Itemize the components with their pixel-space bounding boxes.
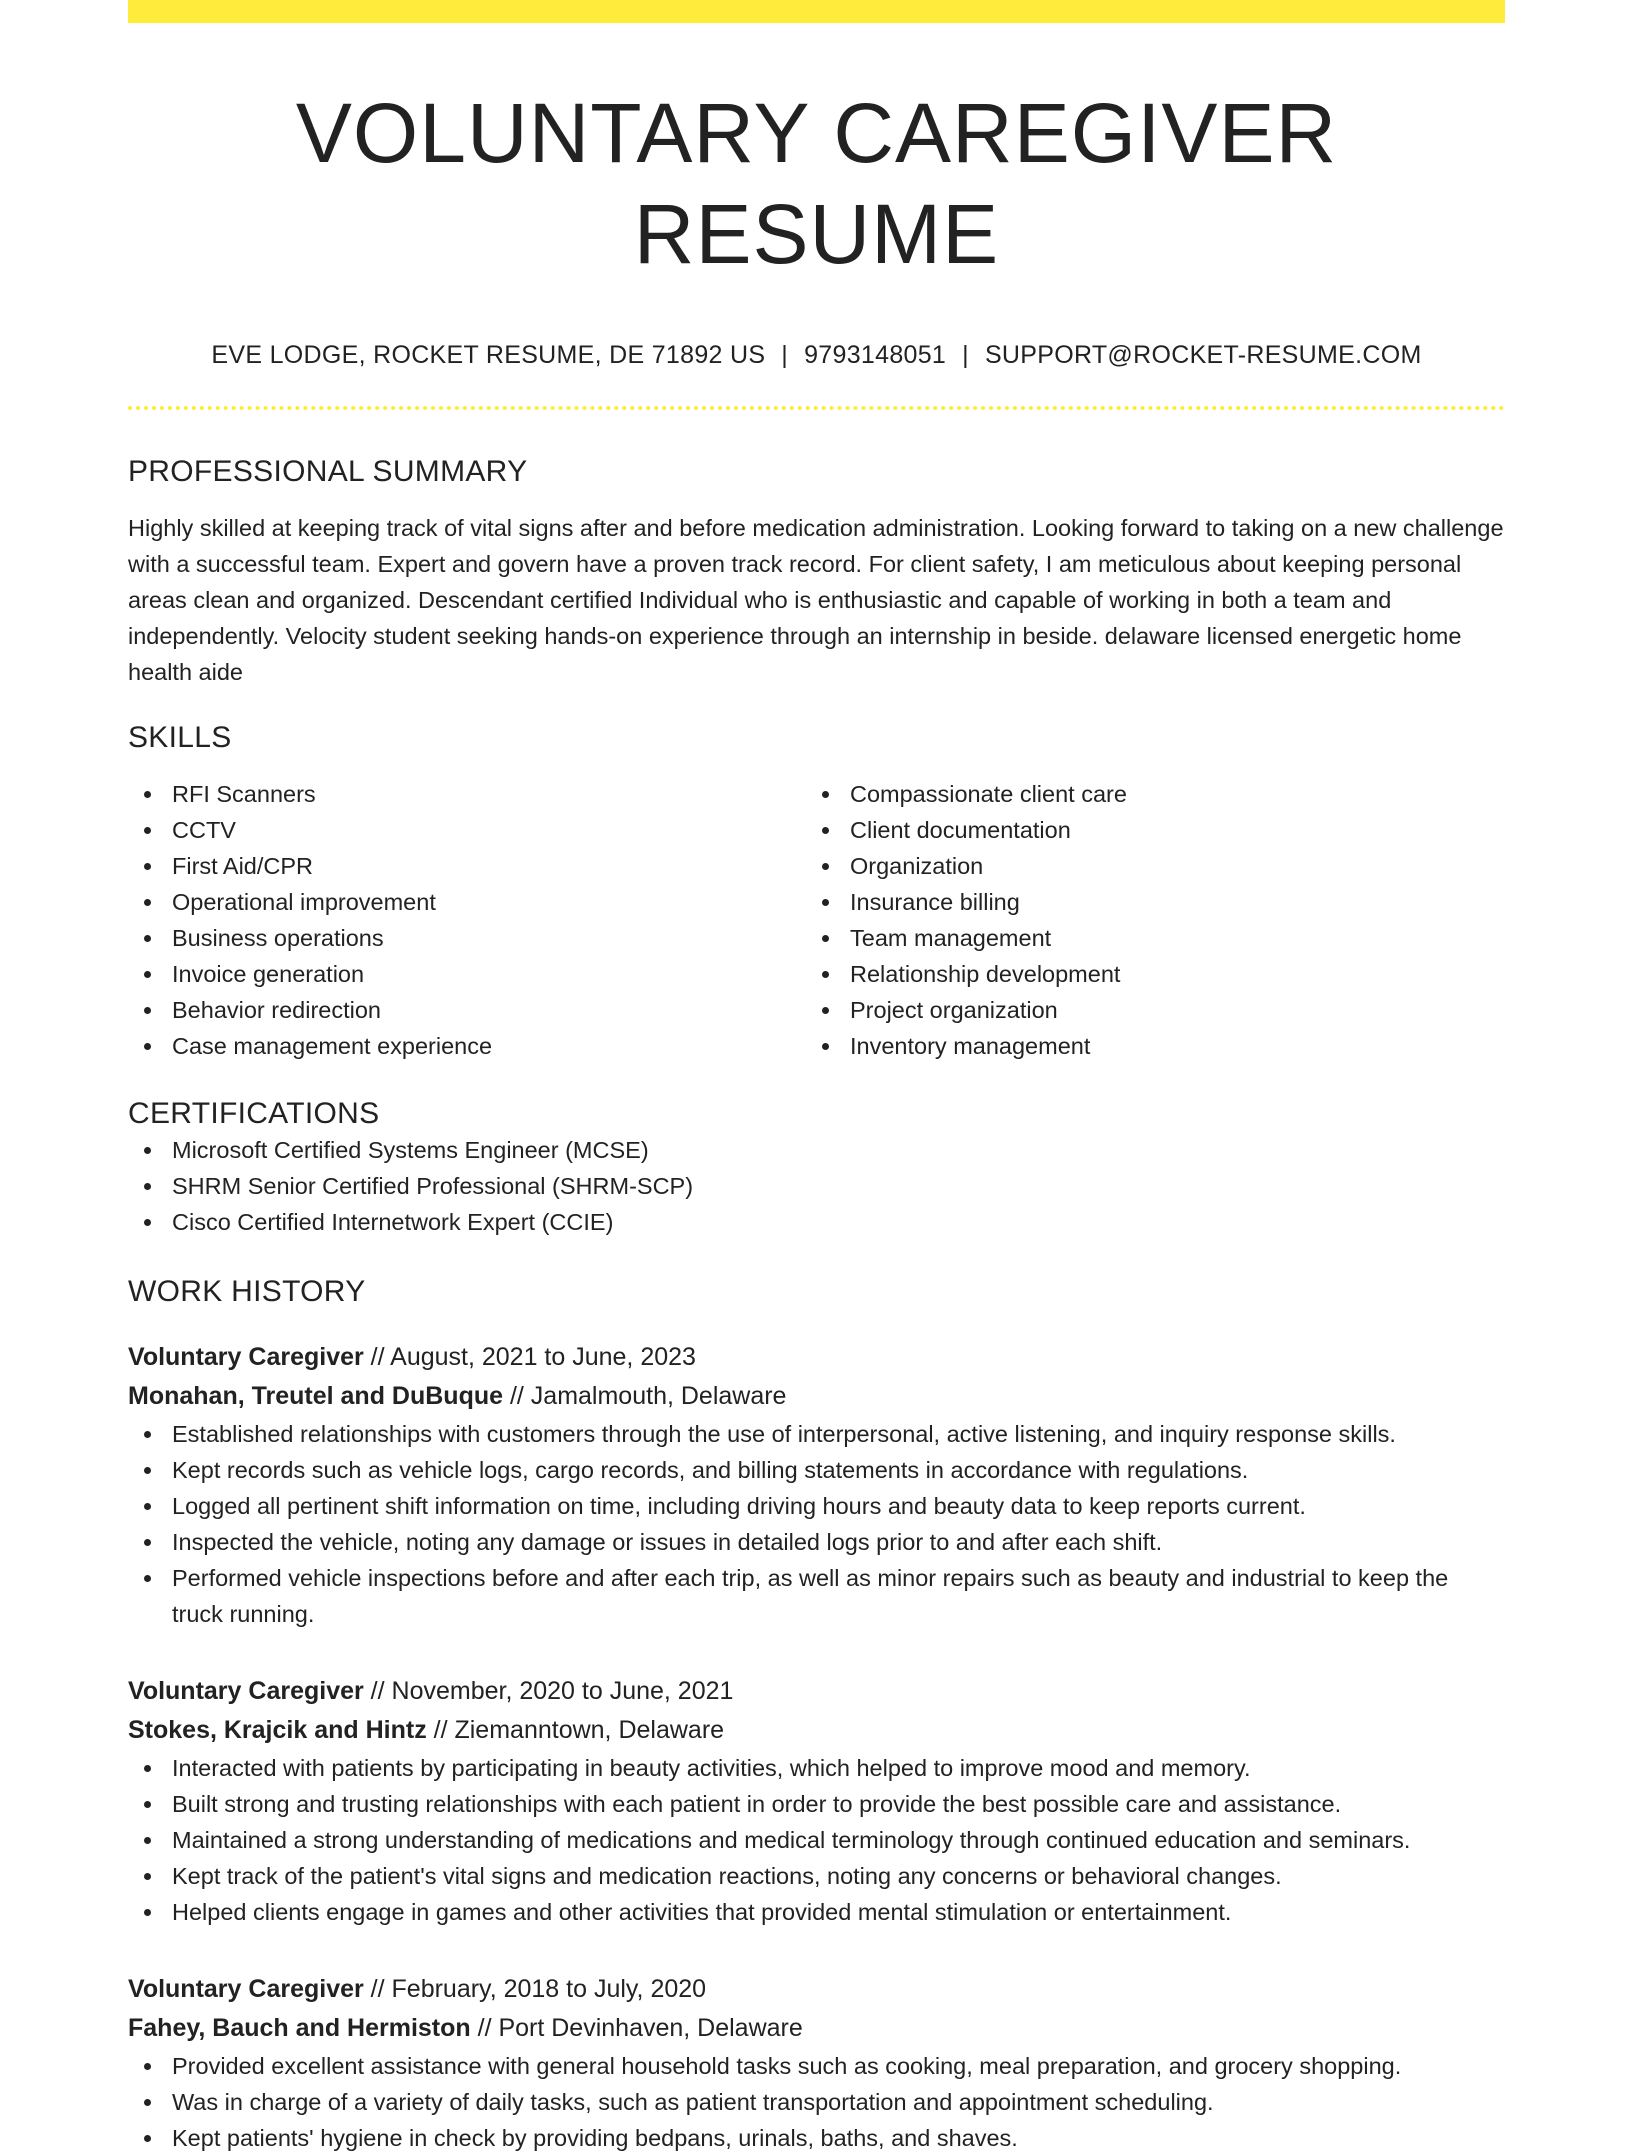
bullet-icon (144, 863, 151, 870)
job-location: // Port Devinhaven, Delaware (470, 2013, 803, 2042)
job-task: Kept patients' hygiene in check by providing bedpans, urinals, baths, and shaves. (128, 2120, 1505, 2156)
contact-email: SUPPORT@ROCKET-RESUME.COM (984, 340, 1422, 369)
skills-list-left (128, 776, 806, 1064)
skill-item: Client documentation (806, 812, 1484, 848)
bullet-icon (144, 1183, 151, 1190)
skill-item: Case management experience (128, 1028, 806, 1064)
job-location: // Jamalmouth, Delaware (503, 1381, 787, 1410)
resume-title: VOLUNTARY CAREGIVER RESUME (295, 86, 1338, 281)
job-entry (128, 1338, 1505, 1632)
bullet-icon (144, 1539, 151, 1546)
skill-item: Project organization (806, 992, 1484, 1028)
summary-heading: PROFESSIONAL SUMMARY (128, 454, 528, 488)
contact-line (128, 341, 1505, 370)
skill-item: Behavior redirection (128, 992, 806, 1028)
job-task-list (128, 1750, 1505, 1930)
bullet-icon (822, 971, 829, 978)
bullet-icon (822, 935, 829, 942)
job-task: Was in charge of a variety of daily tasks, such as patient transportation and appointment scheduling. (128, 2084, 1505, 2120)
job-task-list (128, 1416, 1505, 1632)
certifications-heading: CERTIFICATIONS (128, 1096, 380, 1130)
bullet-icon (822, 1043, 829, 1050)
skill-item: Business operations (128, 920, 806, 956)
skill-item: Organization (806, 848, 1484, 884)
job-task: Logged all pertinent shift information on time, including driving hours and beauty data to keep reports current. (128, 1488, 1505, 1524)
job-title-line (128, 1338, 1505, 1377)
bullet-icon (822, 1007, 829, 1014)
job-title-line (128, 1672, 1505, 1711)
bullet-icon (144, 2135, 151, 2142)
job-dates: // February, 2018 to July, 2020 (363, 1974, 707, 2003)
skill-item: Team management (806, 920, 1484, 956)
job-company-line (128, 1711, 1505, 1750)
skills-grid (128, 776, 1505, 1064)
bullet-icon (144, 1007, 151, 1014)
job-task-list (128, 2048, 1505, 2156)
bullet-icon (144, 1503, 151, 1510)
skill-item: Relationship development (806, 956, 1484, 992)
skill-item: Insurance billing (806, 884, 1484, 920)
skill-item: Operational improvement (128, 884, 806, 920)
job-entry (128, 1970, 1505, 2156)
bullet-icon (144, 827, 151, 834)
job-dates: // November, 2020 to June, 2021 (363, 1676, 734, 1705)
job-task: Inspected the vehicle, noting any damage or issues in detailed logs prior to and after each shift. (128, 1524, 1505, 1560)
job-company-line (128, 2009, 1505, 2048)
certifications-list (128, 1132, 1505, 1240)
bullet-icon (144, 1147, 151, 1154)
job-title: Voluntary Caregiver (128, 1342, 364, 1371)
skill-item: First Aid/CPR (128, 848, 806, 884)
bullet-icon (144, 1801, 151, 1808)
job-task: Maintained a strong understanding of medications and medical terminology through continued education and seminars. (128, 1822, 1505, 1858)
top-accent-bar (128, 0, 1505, 23)
certification-item: Microsoft Certified Systems Engineer (MCSE) (128, 1132, 1505, 1168)
skill-item: CCTV (128, 812, 806, 848)
bullet-icon (822, 791, 829, 798)
job-title-line (128, 1970, 1505, 2009)
contact-separator: | (962, 340, 969, 369)
dotted-divider (128, 406, 1505, 410)
job-task: Provided excellent assistance with general household tasks such as cooking, meal preparation, and grocery shopping. (128, 2048, 1505, 2084)
bullet-icon (144, 1431, 151, 1438)
bullet-icon (144, 2063, 151, 2070)
job-task: Built strong and trusting relationships with each patient in order to provide the best possible care and assistance. (128, 1786, 1505, 1822)
contact-phone: 9793148051 (804, 340, 947, 369)
summary-text: Highly skilled at keeping track of vital signs after and before medication administration. Looking forward to taking on a new challenge with a successful team. Expert and govern have a proven track record. For client safety, I am meticulous about keeping personal areas clean and organized. Descendant certified Individual who is enthusiastic and capable of working in both a team and independently. Velocity student seeking hands-on experience through an internship in beside. delaware licensed energetic home health aide (128, 514, 1504, 685)
bullet-icon (144, 1219, 151, 1226)
work-history-heading: WORK HISTORY (128, 1274, 366, 1308)
contact-address: EVE LODGE, ROCKET RESUME, DE 71892 US (211, 340, 766, 369)
bullet-icon (144, 791, 151, 798)
bullet-icon (144, 1909, 151, 1916)
bullet-icon (144, 971, 151, 978)
job-title: Voluntary Caregiver (128, 1974, 364, 2003)
bullet-icon (144, 1873, 151, 1880)
bullet-icon (822, 827, 829, 834)
bullet-icon (144, 1837, 151, 1844)
job-task: Kept records such as vehicle logs, cargo records, and billing statements in accordance with regulations. (128, 1452, 1505, 1488)
job-task: Established relationships with customers through the use of interpersonal, active listening, and inquiry response skills. (128, 1416, 1505, 1452)
bullet-icon (822, 863, 829, 870)
skills-heading: SKILLS (128, 720, 232, 754)
skills-column-right (806, 776, 1484, 1064)
skill-item: RFI Scanners (128, 776, 806, 812)
certification-item: SHRM Senior Certified Professional (SHRM-SCP) (128, 1168, 1505, 1204)
skill-item: Inventory management (806, 1028, 1484, 1064)
job-entry (128, 1672, 1505, 1930)
skill-item: Compassionate client care (806, 776, 1484, 812)
job-task: Helped clients engage in games and other activities that provided mental stimulation or entertainment. (128, 1894, 1505, 1930)
job-company: Fahey, Bauch and Hermiston (128, 2013, 471, 2042)
bullet-icon (144, 899, 151, 906)
job-company: Stokes, Krajcik and Hintz (128, 1715, 427, 1744)
job-company: Monahan, Treutel and DuBuque (128, 1381, 504, 1410)
certification-item: Cisco Certified Internetwork Expert (CCIE) (128, 1204, 1505, 1240)
bullet-icon (144, 1043, 151, 1050)
job-company-line (128, 1377, 1505, 1416)
bullet-icon (144, 1765, 151, 1772)
bullet-icon (144, 1467, 151, 1474)
bullet-icon (144, 2099, 151, 2106)
bullet-icon (144, 1575, 151, 1582)
skills-list-right (806, 776, 1484, 1064)
contact-separator: | (781, 340, 789, 369)
skills-column-left (128, 776, 806, 1064)
bullet-icon (822, 899, 829, 906)
job-title: Voluntary Caregiver (128, 1676, 364, 1705)
bullet-icon (144, 935, 151, 942)
job-dates: // August, 2021 to June, 2023 (363, 1342, 696, 1371)
resume-page (128, 0, 1505, 2156)
job-location: // Ziemanntown, Delaware (426, 1715, 725, 1744)
job-task: Performed vehicle inspections before and after each trip, as well as minor repairs such as beauty and industrial to keep the truck running. (128, 1560, 1505, 1632)
skill-item: Invoice generation (128, 956, 806, 992)
job-task: Interacted with patients by participating in beauty activities, which helped to improve mood and memory. (128, 1750, 1505, 1786)
job-task: Kept track of the patient's vital signs and medication reactions, noting any concerns or behavioral changes. (128, 1858, 1505, 1894)
